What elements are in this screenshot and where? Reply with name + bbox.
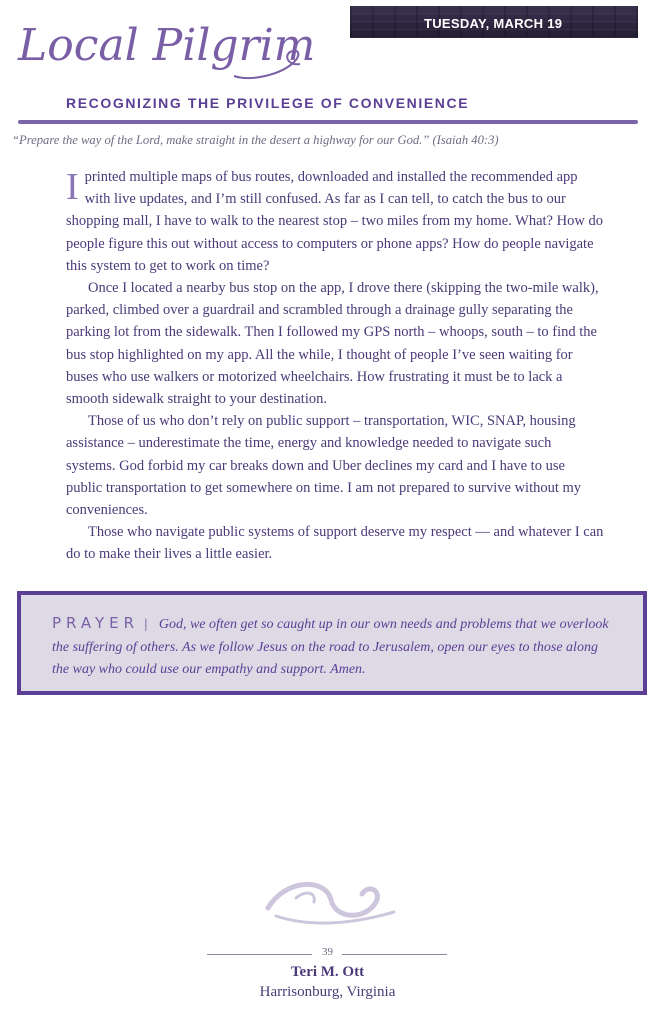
devotion-subtitle: RECOGNIZING THE PRIVILEGE OF CONVENIENCE bbox=[66, 95, 470, 111]
author-location: Harrisonburg, Virginia bbox=[259, 984, 396, 1000]
title-swash-icon bbox=[232, 44, 312, 84]
body-paragraph: Those who navigate public systems of support deserve my respect — and whatever I can do to make their lives a little easier. bbox=[66, 524, 604, 563]
prayer-separator: | bbox=[144, 617, 148, 632]
body-paragraph: Those of us who don’t rely on public support – transportation, WIC, SNAP, housing assistance – underestimate the time, energy and knowledge needed to navigate such systems. God forbid my car breaks down and Uber declines my card and I have to use public transportation to get somewhere on time. I am not prepared to survive without my conveniences. bbox=[66, 413, 582, 519]
prayer-text: God, we often get so caught up in our own needs and problems that we overlook the suffering of others. As we follow Jesus on the road to Jerusalem, open our eyes to those along the way who could use our empathy and support. Amen. bbox=[52, 617, 609, 677]
page-number: 39 bbox=[322, 946, 333, 958]
date-label: TUESDAY, MARCH 19 bbox=[424, 16, 563, 31]
prayer-label: PRAYER bbox=[52, 614, 140, 632]
header-divider bbox=[18, 120, 638, 124]
body-paragraph: Once I located a nearby bus stop on the app, I drove there (skipping the two-mile walk), parked, climbed over a guardrail and scrambled through a drainage gully separating the parking lot from the sidewalk. Then I followed my GPS north – whoops, south – to find the bus stop highlighted on my app. All the while, I thought of people I’ve seen waiting for buses who use walkers or motorized wheelchairs. How frustrating it must be to lack a smooth sidewalk straight to your destination. bbox=[66, 280, 599, 408]
prayer-box bbox=[17, 591, 647, 695]
prayer-content bbox=[28, 595, 636, 682]
body-paragraph: I printed multiple maps of bus routes, downloaded and installed the recommended app with live updates, and I’m still confused. As far as I can tell, to catch the bus to our shopping mall, I have to walk to the nearest stop – two miles from my home. What? How do people figure this out without access to computers or phone apps? How do people navigate this system to get to work on time? bbox=[66, 166, 603, 274]
scripture-epigraph: “Prepare the way of the Lord, make straight in the desert a highway for our God.” (Isaiah 40:3) bbox=[12, 133, 499, 147]
devotion-body bbox=[66, 166, 604, 566]
drop-cap: I bbox=[66, 166, 79, 208]
series-title: Local Pilgrim bbox=[18, 20, 316, 71]
flourish-ornament-icon bbox=[256, 868, 406, 932]
author-name: Teri M. Ott bbox=[290, 964, 365, 980]
